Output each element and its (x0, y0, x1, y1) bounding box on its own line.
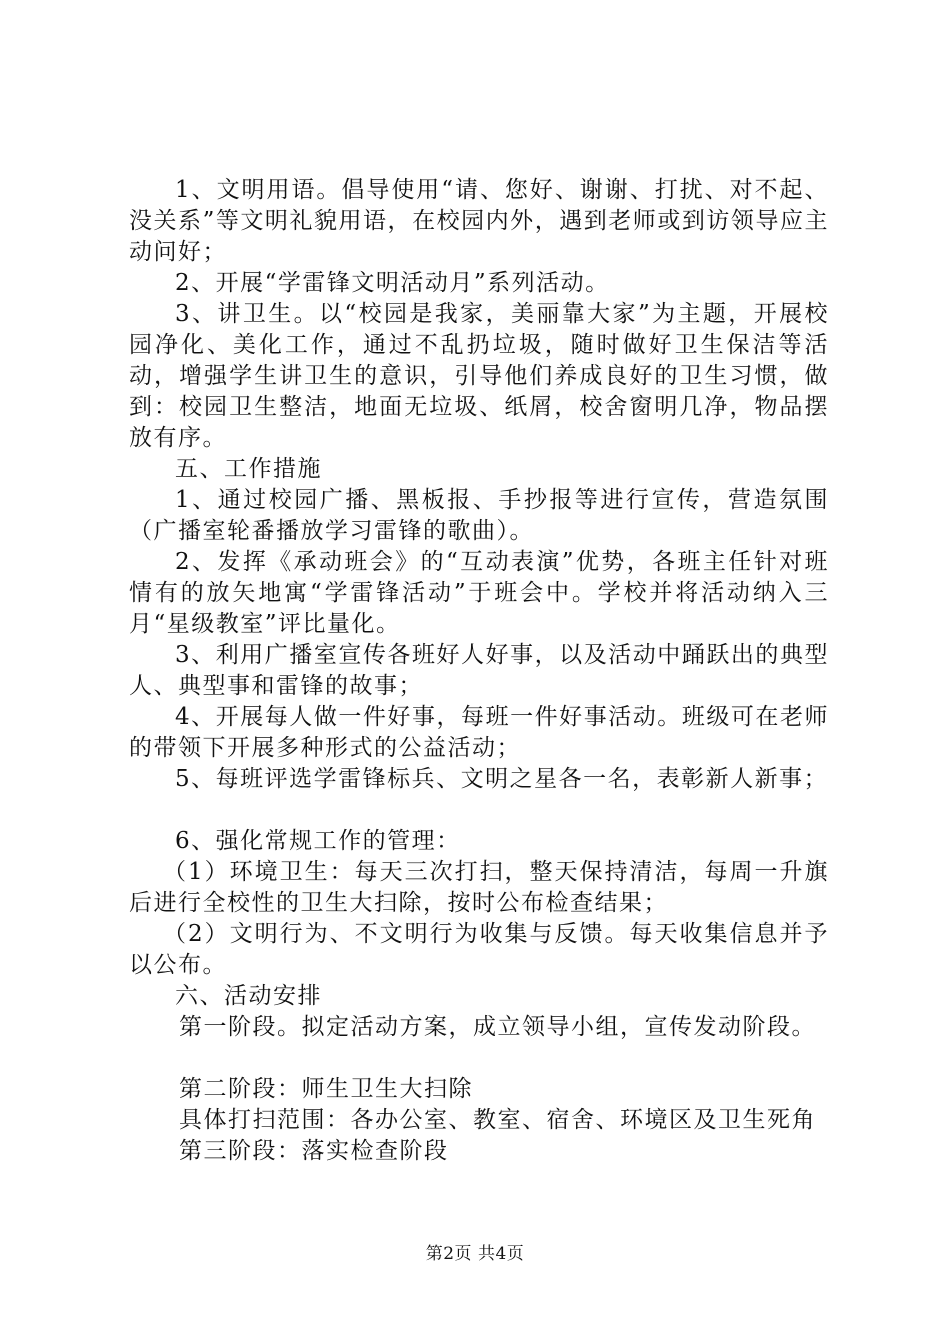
section-heading-schedule: 六、活动安排 (175, 983, 322, 1009)
paragraph-gap (129, 1043, 829, 1074)
paragraph-gap (129, 795, 829, 826)
paragraph-sub-2: （2）文明行为、不文明行为收集与反馈。每天收集信息并予以公布。 (129, 921, 829, 978)
paragraph-measure-3: 3、利用广播室宣传各班好人好事，以及活动中踊跃出的典型人、典型事和雷锋的故事； (129, 642, 829, 699)
paragraph-civil-language: 1、文明用语。倡导使用“请、您好、谢谢、打扰、对不起、没关系”等文明礼貌用语，在校园内外，遇到老师或到访领导应主动问好； (129, 177, 829, 265)
paragraph-stage-2: 第二阶段：师生卫生大扫除 (179, 1076, 473, 1102)
paragraph-measure-4: 4、开展每人做一件好事，每班一件好事活动。班级可在老师的带领下开展多种形式的公益活动； (129, 704, 829, 761)
paragraph-measure-1: 1、通过校园广播、黑板报、手抄报等进行宣传，营造氛围（广播室轮番播放学习雷锋的歌曲）。 (129, 487, 829, 544)
page-number-footer: 第2页 共4页 (425, 1244, 525, 1264)
paragraph-measure-6: 6、强化常规工作的管理： (175, 828, 461, 854)
paragraph-stage-3: 第三阶段：落实检查阶段 (179, 1138, 449, 1164)
paragraph-measure-2: 2、发挥《承动班会》的“互动表演”优势，各班主任针对班情有的放矢地寓“学雷锋活动”于班会中。学校并将活动纳入三月“星级教室”评比量化。 (129, 549, 829, 637)
paragraph-cleaning-scope: 具体打扫范围：各办公室、教室、宿舍、环境区及卫生死角 (179, 1107, 816, 1133)
paragraph-measure-5: 5、每班评选学雷锋标兵、文明之星各一名，表彰新人新事； (175, 766, 829, 792)
paragraph-activity-month: 2、开展“学雷锋文明活动月”系列活动。 (175, 270, 610, 296)
section-heading-measures: 五、工作措施 (175, 456, 322, 482)
paragraph-sub-1: （1）环境卫生：每天三次打扫，整天保持清洁，每周一升旗后进行全校性的卫生大扫除，按时公布检查结果； (129, 859, 829, 916)
paragraph-stage-1: 第一阶段。拟定活动方案，成立领导小组，宣传发动阶段。 (179, 1014, 816, 1040)
paragraph-hygiene: 3、讲卫生。以“校园是我家，美丽靠大家”为主题，开展校园净化、美化工作，通过不乱扔垃圾，随时做好卫生保洁等活动，增强学生讲卫生的意识，引导他们养成良好的卫生习惯，做到：校园卫生整洁，地面无垃圾、纸屑，校舍窗明几净，物品摆放有序。 (129, 301, 829, 451)
document-body (129, 175, 829, 1167)
